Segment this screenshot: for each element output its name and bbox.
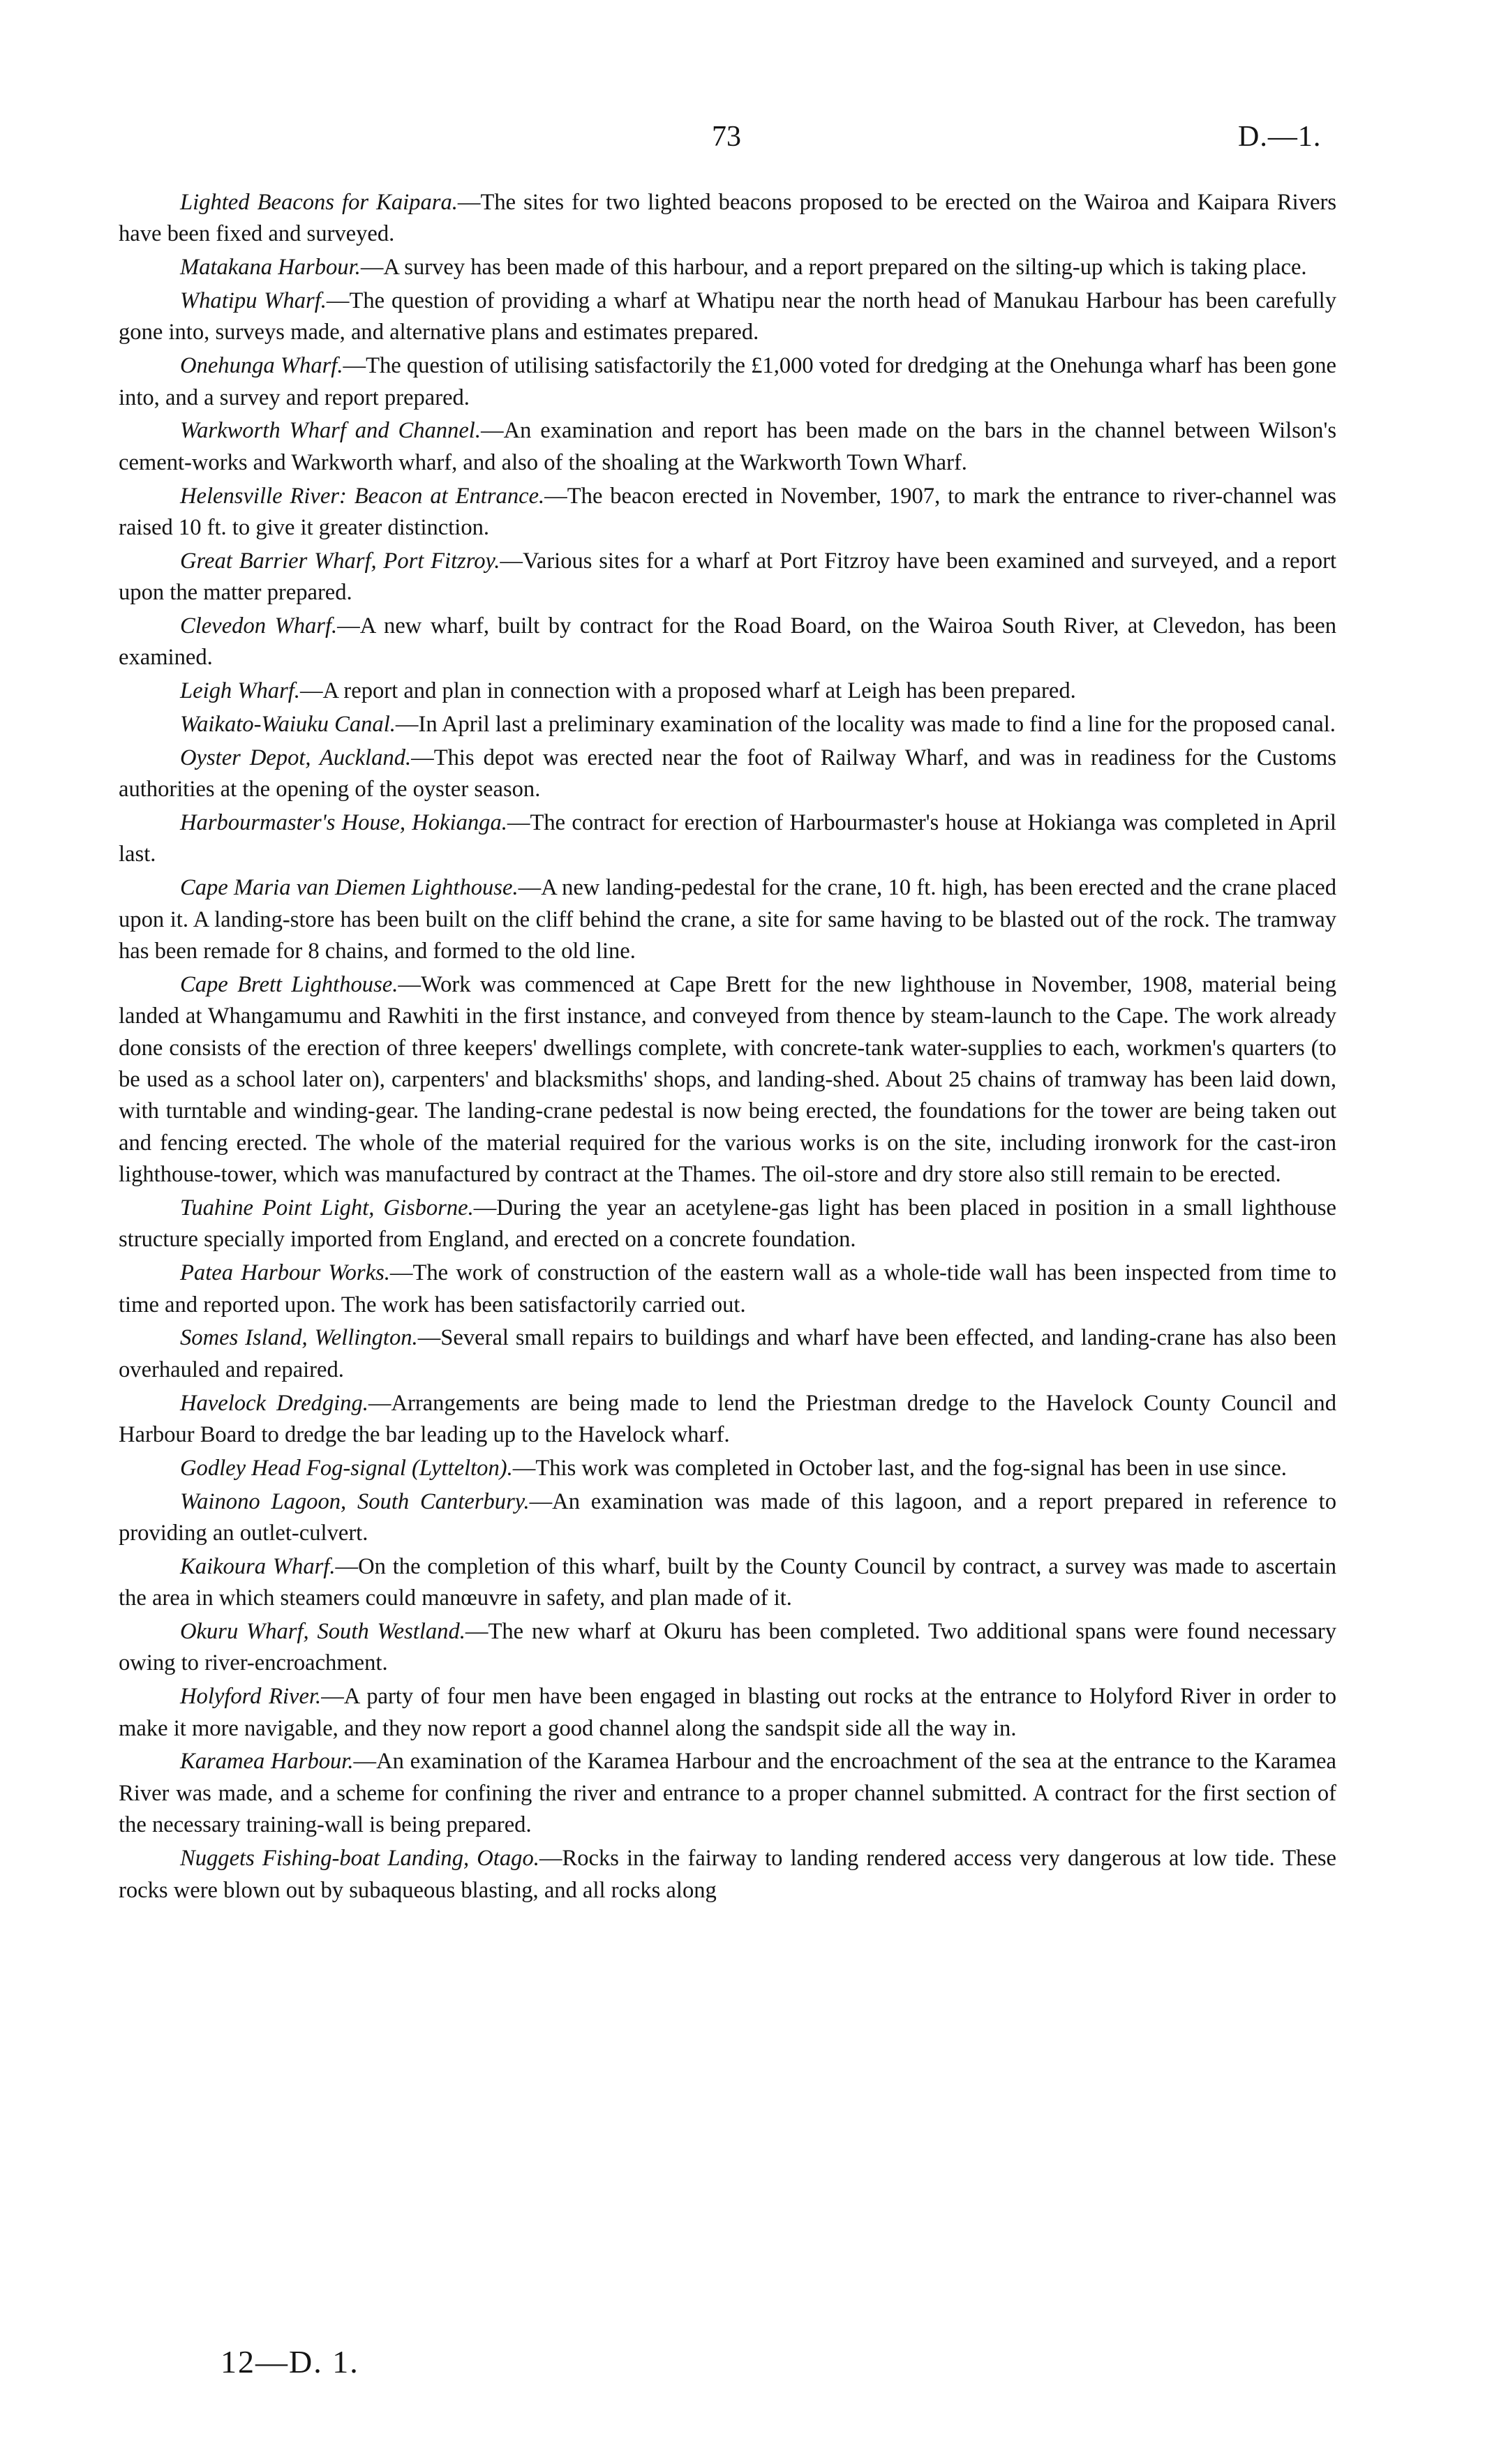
paragraph xyxy=(119,1681,1336,1745)
paragraph-title: Warkworth Wharf and Channel. xyxy=(180,418,482,444)
paragraph xyxy=(119,546,1336,609)
paragraph-text: —A report and plan in connection with a proposed wharf at Leigh has been prepared. xyxy=(299,678,1076,704)
paragraph xyxy=(119,187,1336,251)
paragraph-text: —An examination of the Karamea Harbour and the encroachment of the sea at the entrance to the Karamea River was made, and a scheme for confining the river and entrance to a proper channel submitted. A contract for the first section of the necessary training-wall is being prepared. xyxy=(119,1749,1336,1838)
paragraph-text: —During the year an acetylene-gas light has been placed in position in a small lighthouse structure specially imported from England, and erected on a concrete foundation. xyxy=(119,1195,1336,1253)
paragraph xyxy=(119,1616,1336,1680)
paragraph xyxy=(119,285,1336,349)
paragraph xyxy=(119,350,1336,414)
paragraph-title: Kaikoura Wharf. xyxy=(180,1553,336,1579)
paragraph-title: Whatipu Wharf. xyxy=(180,288,327,313)
paragraph-text: —A survey has been made of this harbour, and a report prepared on the silting-up which is taking place. xyxy=(360,255,1307,281)
paragraph-text: —Rocks in the fairway to landing rendered access very dangerous at low tide. These rocks were blown out by subaqueous blasting, and all rocks along xyxy=(119,1846,1336,1903)
paragraph-title: Harbourmaster's House, Hokianga. xyxy=(180,810,507,836)
paragraph xyxy=(119,1453,1336,1484)
paragraph xyxy=(119,611,1336,674)
paragraph-text: —A new landing-pedestal for the crane, 10 ft. high, has been erected and the crane placed upon it. A landing-store has been built on the cliff behind the crane, a site for same having to be blasted out of the rock. The tramway has been remade for 8 chains, and formed to the old line. xyxy=(119,875,1337,964)
paragraph xyxy=(119,1746,1336,1841)
paragraph-title: Nuggets Fishing-boat Landing, Otago. xyxy=(180,1846,539,1872)
paragraph-text: —The work of construction of the eastern wall as a whole-tide wall has been inspected from time to time and reported upon. The work has been satisfactorily carried out. xyxy=(119,1260,1336,1317)
paragraph-title: Cape Brett Lighthouse. xyxy=(180,971,398,997)
paragraph-text: —This depot was erected near the foot of Railway Wharf, and was in readiness for the Customs authorities at the opening of the oyster season. xyxy=(119,745,1336,802)
page-number: 73 xyxy=(712,121,741,153)
paragraph xyxy=(119,252,1336,283)
paragraph xyxy=(119,872,1336,967)
signature-mark: 12—D. 1. xyxy=(221,2344,359,2380)
paragraph-title: Lighted Beacons for Kaipara. xyxy=(180,190,458,215)
paragraph xyxy=(119,742,1336,806)
document-code: D.—1. xyxy=(1238,121,1322,153)
paragraph xyxy=(119,1551,1336,1615)
paragraph-text: —A new wharf, built by contract for the Road Board, on the Wairoa South River, at Clevedon, has been examined. xyxy=(119,613,1336,671)
paragraph-text: —Work was commenced at Cape Brett for the new lighthouse in November, 1908, material being landed at Whangamumu and Rawhiti in the first instance, and conveyed from thence by steam-launch to the Cape. The work already done consists of the erection of three keepers' dwellings complete, with concrete-tank water-supplies to each, workmen's quarters (to be used as a school later on), carpenters' and blacksmiths' shops, and landing-shed. About 25 chains of tramway has been laid down, with turntable and winding-gear. The landing-crane pedestal is now being erected, the foundations for the tower are being taken out and fencing erected. The whole of the material required for the various works is on the site, including ironwork for the cast-iron lighthouse-tower, which was manufactured by contract at the Thames. The oil-store and dry store also still remain to be erected. xyxy=(119,971,1336,1188)
paragraph xyxy=(119,415,1336,479)
paragraph-text: —A party of four men have been engaged in blasting out rocks at the entrance to Holyford River in order to make it more navigable, and they now report a good channel along the sandspit side all the way in. xyxy=(119,1684,1337,1741)
paragraph-text: —The sites for two lighted beacons proposed to be erected on the Wairoa and Kaipara Rivers have been fixed and surveyed. xyxy=(119,190,1337,247)
paragraph-title: Leigh Wharf. xyxy=(180,678,300,704)
paragraph xyxy=(119,481,1336,544)
paragraph-text: —In April last a preliminary examination of the locality was made to find a line for the proposed canal. xyxy=(395,712,1336,738)
body-text xyxy=(119,187,1336,1908)
paragraph-title: Tuahine Point Light, Gisborne. xyxy=(180,1195,474,1221)
paragraph-title: Okuru Wharf, South Westland. xyxy=(180,1619,465,1645)
paragraph-title: Wainono Lagoon, South Canterbury. xyxy=(180,1488,530,1514)
paragraph-title: Cape Maria van Diemen Lighthouse. xyxy=(180,875,519,901)
paragraph-text: —On the completion of this wharf, built by the County Council by contract, a survey was made to ascertain the area in which steamers could manœuvre in safety, and plan made of it. xyxy=(119,1553,1336,1611)
paragraph-text: —The beacon erected in November, 1907, to mark the entrance to river-channel was raised 10 ft. to give it greater distinction. xyxy=(119,483,1336,541)
paragraph-title: Onehunga Wharf. xyxy=(180,353,343,379)
paragraph-title: Helensville River: Beacon at Entrance. xyxy=(180,483,545,509)
paragraph-text: —Various sites for a wharf at Port Fitzroy have been examined and surveyed, and a report upon the matter prepared. xyxy=(119,548,1336,606)
paragraph xyxy=(119,807,1336,871)
paragraph-text: —The contract for erection of Harbourmaster's house at Hokianga was completed in April last. xyxy=(119,810,1336,867)
paragraph xyxy=(119,1193,1336,1256)
paragraph-title: Havelock Dredging. xyxy=(180,1390,368,1416)
paragraph xyxy=(119,1388,1336,1451)
paragraph-text: —The question of utilising satisfactorily the £1,000 voted for dredging at the Onehunga wharf has been gone into, and a survey and report prepared. xyxy=(119,353,1336,410)
paragraph-text: —This work was completed in October last, and the fog-signal has been in use since. xyxy=(512,1455,1287,1481)
paragraph-text: —Arrangements are being made to lend the Priestman dredge to the Havelock County Council and Harbour Board to dredge the bar leading up to the Havelock wharf. xyxy=(119,1390,1336,1448)
paragraph xyxy=(119,1486,1336,1550)
paragraph-title: Godley Head Fog-signal (Lyttelton). xyxy=(180,1455,513,1481)
paragraph-title: Matakana Harbour. xyxy=(180,255,361,281)
paragraph-text: —The question of providing a wharf at Whatipu near the north head of Manukau Harbour has been carefully gone into, surveys made, and alternative plans and estimates prepared. xyxy=(119,288,1336,345)
paragraph-title: Holyford River. xyxy=(180,1684,322,1710)
paragraph-text: —An examination and report has been made on the bars in the channel between Wilson's cement-works and Warkworth wharf, and also of the shoaling at the Warkworth Town Wharf. xyxy=(119,418,1336,475)
paragraph xyxy=(119,1257,1336,1321)
paragraph-title: Patea Harbour Works. xyxy=(180,1260,390,1286)
paragraph xyxy=(119,1322,1336,1386)
paragraph-title: Somes Island, Wellington. xyxy=(180,1325,418,1351)
paragraph-title: Clevedon Wharf. xyxy=(180,613,338,639)
paragraph-title: Oyster Depot, Auckland. xyxy=(180,745,412,770)
paragraph xyxy=(119,675,1336,707)
paragraph-title: Great Barrier Wharf, Port Fitzroy. xyxy=(180,548,500,574)
paragraph xyxy=(119,1843,1336,1906)
paragraph-text: —Several small repairs to buildings and wharf have been effected, and landing-crane has also been overhauled and repaired. xyxy=(119,1325,1337,1382)
paragraph-text: —The new wharf at Okuru has been completed. Two additional spans were found necessary owing to river-encroachment. xyxy=(119,1619,1336,1676)
paragraph-title: Karamea Harbour. xyxy=(180,1749,354,1775)
paragraph xyxy=(119,709,1336,740)
paragraph-text: —An examination was made of this lagoon, and a report prepared in reference to providing an outlet-culvert. xyxy=(119,1488,1336,1546)
paragraph xyxy=(119,969,1336,1191)
paragraph-title: Waikato-Waiuku Canal. xyxy=(180,712,396,738)
